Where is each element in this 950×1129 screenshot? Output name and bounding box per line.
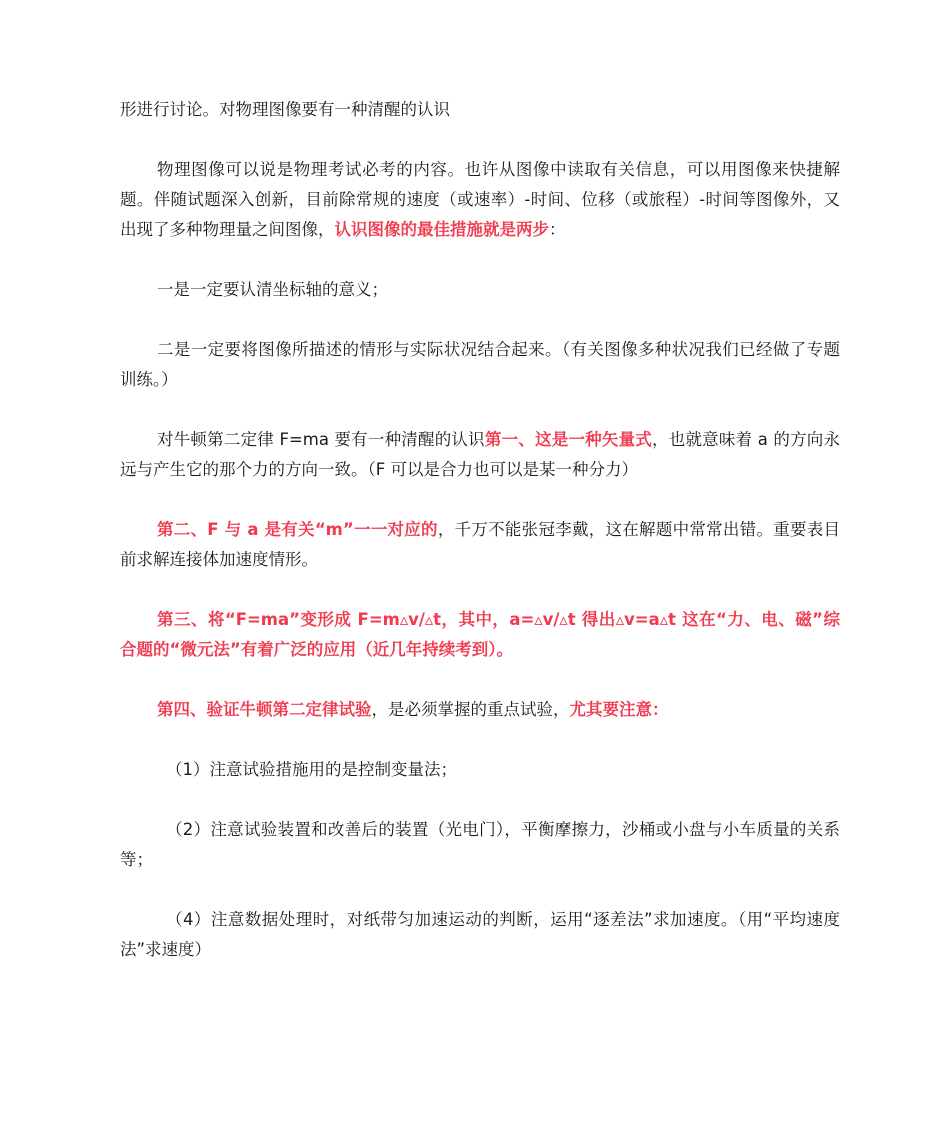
paragraph-newton-law-tail: ，也就意味着 a 的方向永远与产生它的那个力的方向一致。（F 可以是合力也可以是某一种分力） (120, 430, 840, 479)
paragraph-intro: 形进行讨论。对物理图像要有一种清醒的认识 (120, 100, 450, 119)
paragraph-graphs (120, 155, 840, 245)
paragraph-second-tail: ，千万不能张冠李戴，这在解题中常常出错。重要表目前求解连接体加速度情形。 (120, 520, 841, 569)
paragraph-newton-law-lead: 对牛顿第二定律 F=ma 要有一种清醒的认识 (157, 430, 485, 449)
paragraph-fourth-middle: ，是必须掌握的重点试验， (371, 700, 570, 719)
list-item-apparatus: （2）注意试验装置和改善后的装置（光电门），平衡摩擦力，沙桶或小盘与小车质量的关系等； (120, 820, 840, 869)
emphasis-fourth-experiment: 第四、验证牛顿第二定律试验 (157, 700, 372, 719)
paragraph-fourth (120, 695, 840, 725)
document-body (120, 95, 840, 995)
emphasis-special-attention: 尤其要注意： (569, 700, 669, 719)
paragraph-step-two: 二是一定要将图像所描述的情形与实际状况结合起来。（有关图像多种状况我们已经做了专题训练。） (120, 340, 840, 389)
paragraph-step-one: 一是一定要认清坐标轴的意义； (157, 280, 388, 299)
paragraph-second (120, 515, 840, 575)
emphasis-first-vector: 第一、这是一种矢量式 (484, 430, 653, 449)
paragraph-graphs-text: 物理图像可以说是物理考试必考的内容。也许从图像中读取有关信息，可以用图像来快捷解题。伴随试题深入创新，目前除常规的速度（或速率）-时间、位移（或旅程）-时间等图像外，又出现了多种物理量之间图像， (120, 160, 840, 239)
paragraph-third: 第三、将“F=ma”变形成 F=m▵v/▵t，其中，a=▵v/▵t 得出▵v=a▵t 这在“力、电、磁”综合题的“微元法”有着广泛的应用（近几年持续考到）。 (120, 610, 840, 659)
paragraph-graphs-colon: ： (549, 220, 566, 239)
emphasis-second-correspondence: 第二、F 与 a 是有关“m”一一对应的 (157, 520, 438, 539)
list-item-control-variable: （1）注意试验措施用的是控制变量法； (166, 760, 457, 779)
emphasis-two-steps: 认识图像的最佳措施就是两步 (334, 220, 549, 239)
paragraph-newton-law (120, 425, 840, 485)
list-item-data-processing: （4）注意数据处理时，对纸带匀加速运动的判断，运用“逐差法”求加速度。（用“平均速度法”求速度） (120, 910, 840, 959)
